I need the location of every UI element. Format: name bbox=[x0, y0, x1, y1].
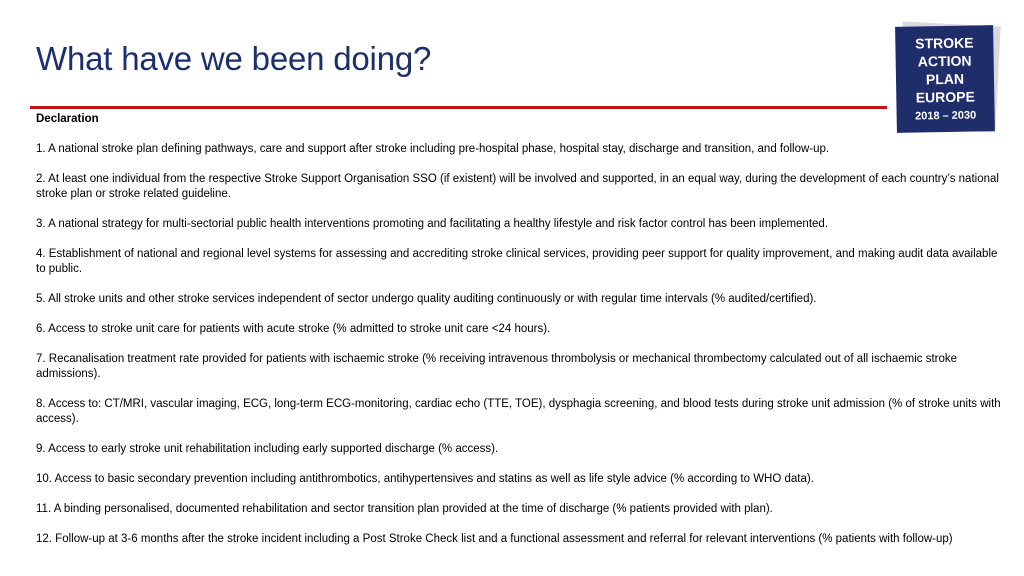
declaration-item: 7. Recanalisation treatment rate provided for patients with ischaemic stroke (% receiving intravenous thrombolysis or mechanical thrombectomy calculated out of all ischaemic stroke admissions). bbox=[36, 353, 958, 380]
declaration-heading: Declaration bbox=[36, 113, 99, 125]
declaration-item: 9. Access to early stroke unit rehabilitation including early supported discharge (% access). bbox=[36, 443, 499, 455]
logo-line: PLAN bbox=[925, 70, 965, 88]
declaration-item: 12. Follow-up at 3-6 months after the stroke incident including a Post Stroke Check list and a functional assessment and referral for relevant interventions (% patients with follow-up) bbox=[36, 533, 953, 545]
declaration-item: 6. Access to stroke unit care for patients with acute stroke (% admitted to stroke unit care <24 hours). bbox=[36, 323, 551, 335]
declaration-item: 4. Establishment of national and regional level systems for assessing and accrediting stroke clinical services, providing peer support for quality improvement, and making audit data available to public. bbox=[36, 248, 998, 275]
logo-line: STROKE bbox=[915, 34, 974, 52]
logo-line: ACTION bbox=[917, 52, 972, 70]
title-divider bbox=[30, 106, 887, 109]
declaration-item: 3. A national strategy for multi-sectorial public health interventions promoting and facilitating a healthy lifestyle and risk factor control has been implemented. bbox=[36, 218, 829, 230]
declaration-item: 2. At least one individual from the respective Stroke Support Organisation SSO (if existent) will be involved and supported, in an equal way, during the development of each country’s national stroke plan or stroke related guideline. bbox=[36, 173, 999, 200]
declaration-item: 11. A binding personalised, documented rehabilitation and sector transition plan provided at the time of discharge (% patients provided with plan). bbox=[36, 503, 773, 515]
declaration-item: 1. A national stroke plan defining pathways, care and support after stroke including pre-hospital phase, hospital stay, discharge and transition, and follow-up. bbox=[36, 143, 830, 155]
declaration-item: 5. All stroke units and other stroke services independent of sector undergo quality auditing continuously or with regular time intervals (% audited/certified). bbox=[36, 293, 817, 305]
page-title: What have we been doing? bbox=[36, 40, 432, 77]
declaration-section bbox=[36, 112, 1008, 562]
declaration-item: 8. Access to: CT/MRI, vascular imaging, ECG, long-term ECG-monitoring, cardiac echo (TTE, TOE), dysphagia screening, and blood tests during stroke unit admission (% of stroke units with access). bbox=[36, 398, 1001, 425]
logo-years: 2018 – 2030 bbox=[914, 109, 977, 123]
declaration-item: 10. Access to basic secondary prevention including antithrombotics, antihypertensives and statins as well as life style advice (% according to WHO data). bbox=[36, 473, 814, 485]
logo-line: EUROPE bbox=[915, 88, 976, 106]
